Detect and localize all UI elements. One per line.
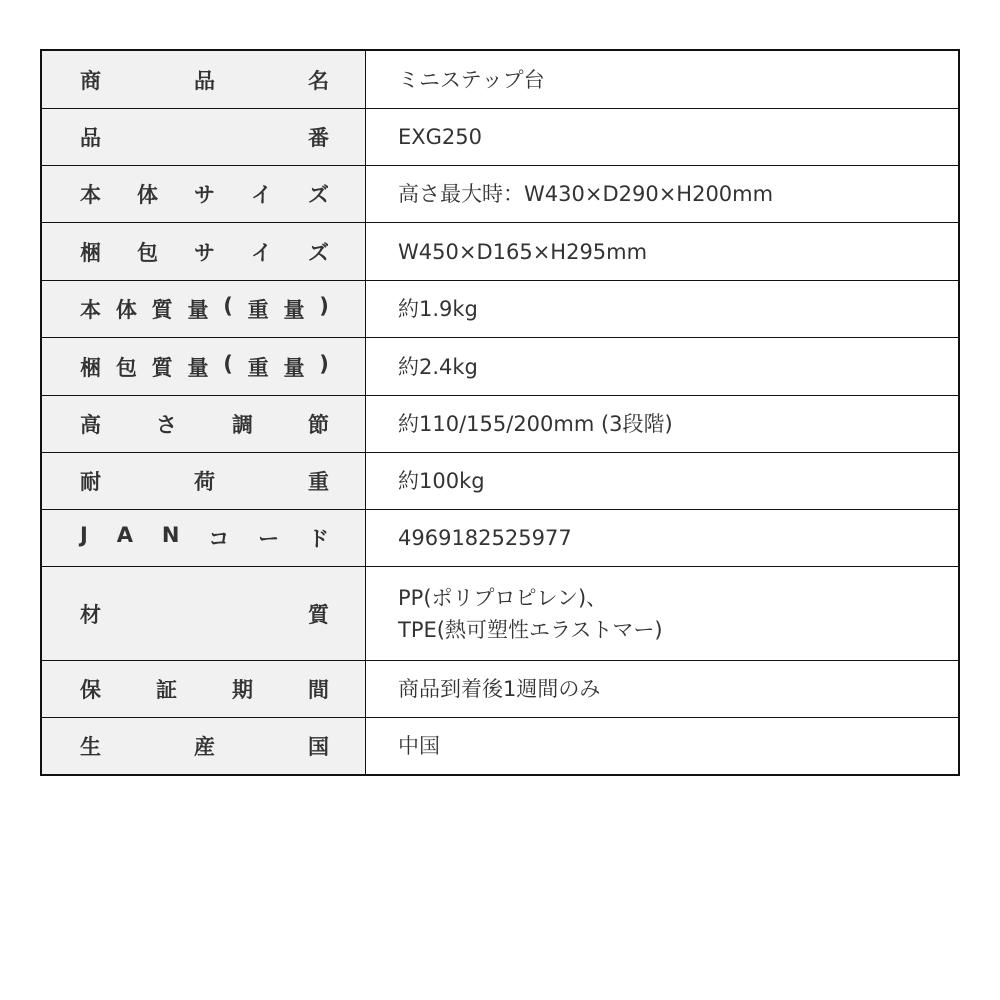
- spec-label: [42, 223, 366, 280]
- spec-value: [366, 567, 958, 660]
- label-char: 包: [137, 240, 158, 265]
- label-char: 体: [137, 183, 158, 207]
- spec-value-line: 中国: [398, 734, 440, 758]
- spec-row-country-of-origin: [42, 717, 958, 774]
- spec-value-line: 商品到着後1週間のみ: [398, 677, 601, 701]
- label-char: 証: [156, 678, 177, 702]
- spec-row-height-adjustment: [42, 395, 958, 452]
- spec-value: [366, 281, 958, 337]
- spec-label: [42, 109, 366, 165]
- label-char: 保: [80, 678, 101, 702]
- label-char: 質: [308, 602, 329, 627]
- spec-value-line: 約110/155/200mm (3段階): [398, 412, 673, 436]
- label-char: (: [223, 294, 233, 318]
- label-char: さ: [156, 413, 177, 437]
- label-char: 荷: [194, 470, 215, 494]
- label-char: 節: [308, 413, 329, 437]
- label-char: 高: [80, 413, 101, 437]
- label-char: ズ: [308, 183, 329, 207]
- spec-value: [366, 51, 958, 108]
- spec-label: [42, 661, 366, 717]
- label-char: 量: [283, 298, 305, 322]
- spec-label: [42, 338, 366, 395]
- label-char: 調: [232, 413, 253, 437]
- label-char: (: [223, 351, 233, 376]
- label-char: 品: [194, 68, 215, 93]
- spec-label: [42, 453, 366, 509]
- label-char: サ: [194, 240, 215, 265]
- label-char: N: [161, 523, 180, 547]
- label-char: 重: [247, 355, 269, 380]
- spec-label: [42, 718, 366, 774]
- label-char: 量: [187, 355, 209, 380]
- label-char: 包: [115, 355, 137, 380]
- spec-row-product-name: [42, 51, 958, 108]
- label-char: 品: [80, 126, 101, 150]
- label-char: 間: [308, 678, 329, 702]
- label-char: 耐: [80, 470, 101, 494]
- spec-value-line: PP(ポリプロピレン)、: [398, 585, 608, 610]
- spec-value-line: 約2.4kg: [398, 354, 478, 379]
- label-char: サ: [194, 183, 215, 207]
- spec-row-package-size: [42, 222, 958, 280]
- label-char: 量: [187, 298, 209, 322]
- spec-value-line: 高さ最大時：W430×D290×H200mm: [398, 182, 774, 206]
- label-char: コ: [208, 527, 230, 551]
- product-spec-table: [40, 49, 960, 776]
- spec-value: [366, 109, 958, 165]
- label-char: イ: [251, 240, 272, 265]
- spec-label: [42, 396, 366, 452]
- spec-value: [366, 718, 958, 774]
- label-char: 重: [308, 470, 329, 494]
- spec-row-load-capacity: [42, 452, 958, 509]
- label-char: 本: [80, 183, 101, 207]
- spec-label: [42, 281, 366, 337]
- spec-value-line: TPE(熱可塑性エラストマー): [398, 617, 663, 642]
- spec-value-line: W450×D165×H295mm: [398, 239, 648, 264]
- spec-value: [366, 338, 958, 395]
- spec-value: [366, 510, 958, 566]
- label-char: ズ: [308, 240, 329, 265]
- label-char: ): [319, 294, 329, 318]
- label-char: 期: [232, 678, 253, 702]
- label-char: 国: [308, 735, 329, 759]
- spec-value: [366, 661, 958, 717]
- label-char: 梱: [80, 355, 101, 380]
- label-char: 材: [80, 602, 101, 627]
- label-char: ): [319, 351, 329, 376]
- spec-value-line: 約1.9kg: [398, 297, 478, 321]
- spec-row-body-weight: [42, 280, 958, 337]
- label-char: 梱: [80, 240, 101, 265]
- label-char: 量: [283, 355, 305, 380]
- spec-row-package-weight: [42, 337, 958, 395]
- label-char: 生: [80, 735, 101, 759]
- spec-row-model-number: [42, 108, 958, 165]
- spec-value-line: 約100kg: [398, 469, 485, 493]
- spec-value-line: EXG250: [398, 125, 483, 149]
- label-char: J: [80, 523, 88, 547]
- label-char: 商: [80, 68, 101, 93]
- label-char: 質: [151, 355, 173, 380]
- spec-label: [42, 567, 366, 660]
- label-char: 名: [308, 68, 329, 93]
- spec-label: [42, 166, 366, 222]
- spec-value: [366, 396, 958, 452]
- label-char: 番: [308, 126, 329, 150]
- spec-value: [366, 453, 958, 509]
- label-char: 質: [151, 298, 173, 322]
- spec-label: [42, 510, 366, 566]
- spec-row-material: [42, 566, 958, 660]
- spec-value-line: 4969182525977: [398, 526, 572, 550]
- spec-value-line: ミニステップ台: [398, 67, 545, 92]
- label-char: ド: [307, 527, 329, 551]
- label-char: イ: [251, 183, 272, 207]
- label-char: 産: [194, 735, 215, 759]
- spec-row-warranty-period: [42, 660, 958, 717]
- label-char: 本: [80, 298, 101, 322]
- spec-value: [366, 223, 958, 280]
- label-char: ー: [258, 527, 280, 551]
- spec-label: [42, 51, 366, 108]
- label-char: 体: [115, 298, 137, 322]
- label-char: 重: [247, 298, 269, 322]
- label-char: A: [116, 523, 133, 547]
- spec-row-jan-code: [42, 509, 958, 566]
- spec-row-body-size: [42, 165, 958, 222]
- spec-value: [366, 166, 958, 222]
